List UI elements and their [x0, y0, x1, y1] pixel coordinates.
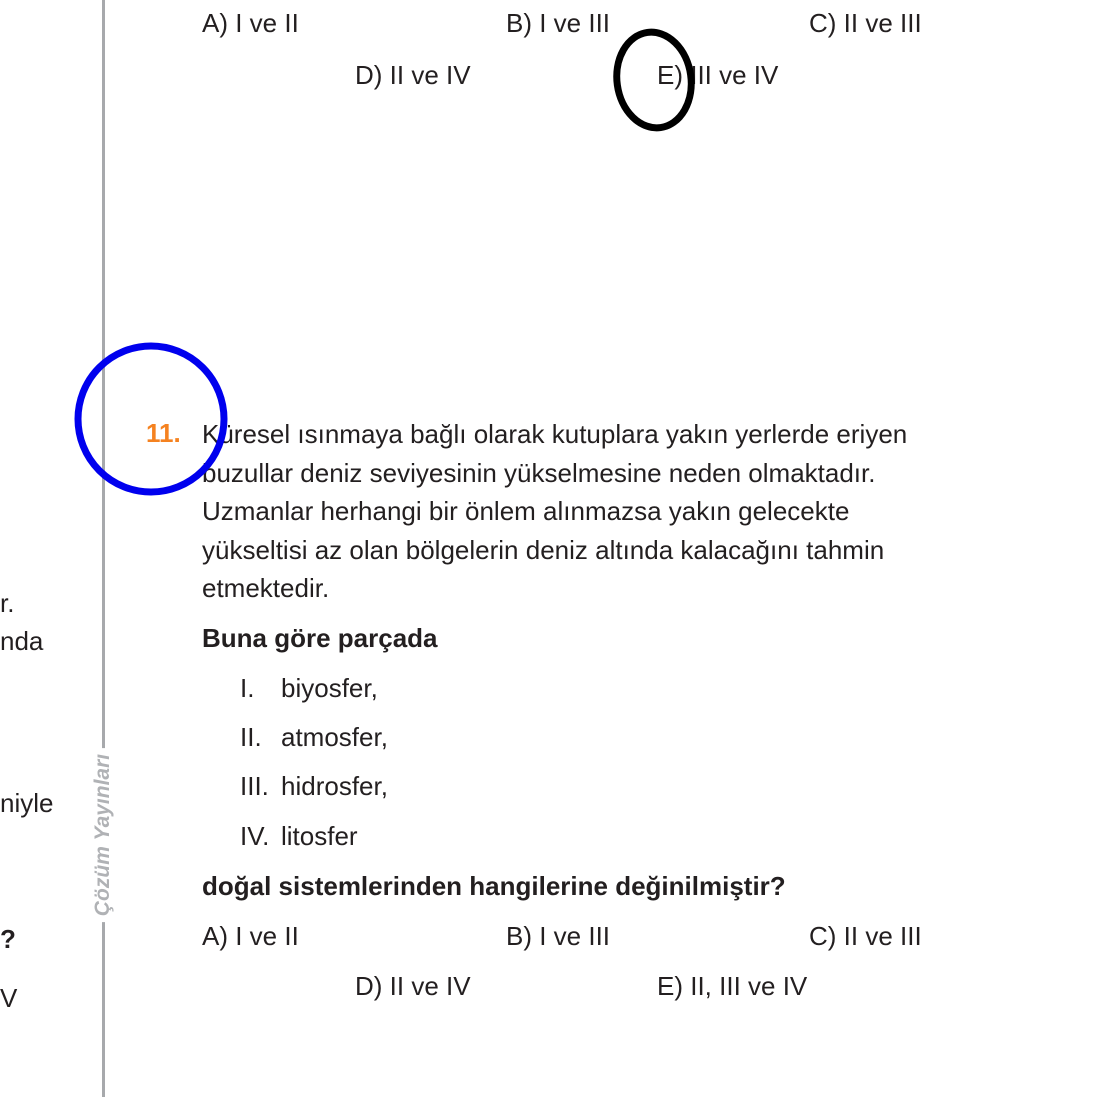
question-lead-in: Buna göre parçada: [202, 623, 438, 653]
item-text: hidrosfer,: [281, 771, 388, 801]
prev-option-a[interactable]: A) I ve II: [202, 8, 299, 38]
item-text: litosfer: [281, 821, 358, 851]
answer-circle-mark: [611, 27, 698, 132]
left-column-fragment: ?: [0, 924, 16, 954]
left-column-fragment: nda: [0, 626, 44, 656]
item-text: biyosfer,: [281, 673, 378, 703]
item-numeral: I.: [240, 673, 255, 703]
option-e[interactable]: E) II, III ve IV: [657, 971, 808, 1001]
stem-line: yükseltisi az olan bölgelerin deniz altında kalacağını tahmin: [202, 534, 885, 565]
option-c[interactable]: C) II ve III: [809, 921, 922, 951]
stem-line: Uzmanlar herhangi bir önlem alınmazsa yakın gelecekte: [202, 496, 850, 527]
item-numeral: II.: [240, 722, 262, 752]
option-d[interactable]: D) II ve IV: [355, 971, 471, 1001]
publisher-brand: Çözüm Yayınları: [90, 748, 116, 922]
stem-line: buzullar deniz seviyesinin yükselmesine neden olmaktadır.: [202, 457, 876, 488]
stem-line: Küresel ısınmaya bağlı olarak kutuplara yakın yerlerde eriyen: [202, 419, 908, 449]
prev-option-b[interactable]: B) I ve III: [506, 8, 611, 38]
question-number: 11.: [146, 418, 181, 448]
left-column-fragment: r.: [0, 588, 15, 618]
left-column-fragment: niyle: [0, 788, 54, 818]
item-text: atmosfer,: [281, 722, 388, 752]
item-numeral: III.: [240, 771, 269, 801]
option-b[interactable]: B) I ve III: [506, 921, 611, 951]
option-a[interactable]: A) I ve II: [202, 921, 299, 951]
stem-line: etmektedir.: [202, 573, 330, 604]
prev-option-c[interactable]: C) II ve III: [809, 8, 922, 38]
question-circle-mark: [78, 346, 224, 492]
question-prompt: doğal sistemlerinden hangilerine değinilmiştir?: [202, 871, 786, 901]
prev-option-e[interactable]: E) III ve IV: [657, 60, 779, 90]
left-column-fragment: V: [0, 983, 18, 1013]
item-numeral: IV.: [240, 821, 270, 851]
prev-option-d[interactable]: D) II ve IV: [355, 60, 471, 90]
